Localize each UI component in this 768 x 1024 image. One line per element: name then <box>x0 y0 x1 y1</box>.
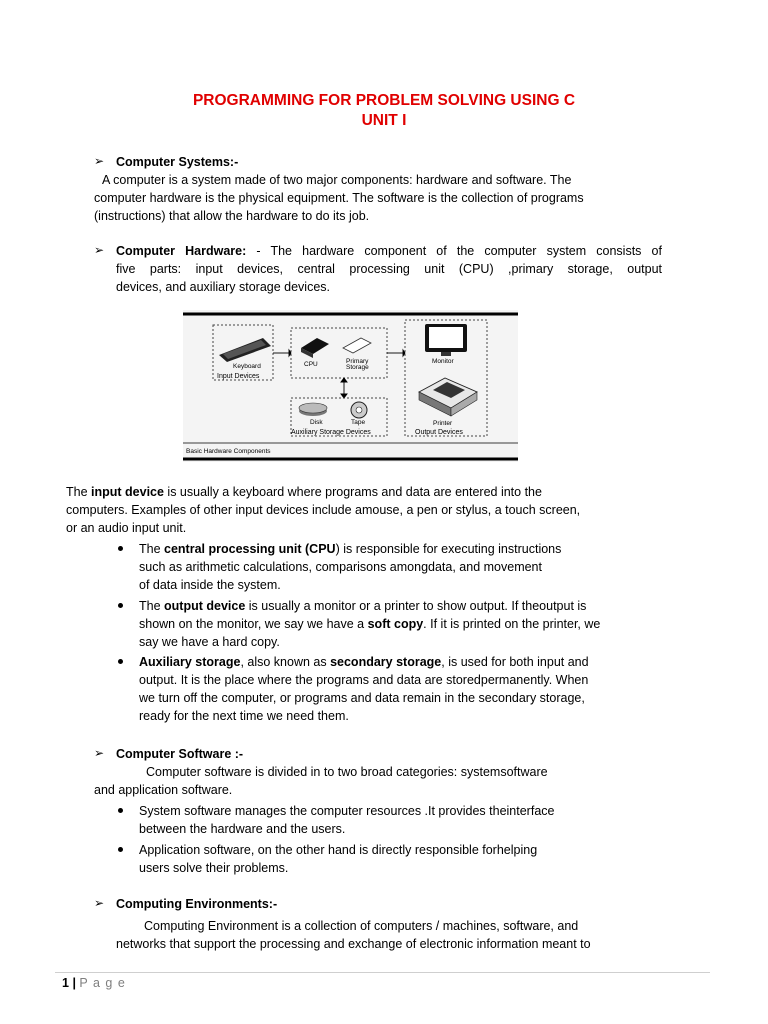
cpu-line-1 <box>139 540 561 558</box>
arrow-bullet-icon: ➢ <box>94 896 105 910</box>
hardware-line-1-rest: - The hardware component of the computer system consists of <box>246 244 662 258</box>
input-line-2: computers. Examples of other input devices include amouse, a pen or stylus, a touch screen, <box>66 503 581 517</box>
arrow-bullet-icon: ➢ <box>94 746 105 760</box>
cpu-line-1-c: ) is responsible for executing instructions <box>335 542 562 556</box>
monitor-icon <box>425 324 467 356</box>
storage-label: Storage <box>346 364 369 371</box>
tape-label: Tape <box>351 419 366 426</box>
output-line-2-c: . If it is printed on the printer, we <box>423 617 601 631</box>
systems-line-2: computer hardware is the physical equipment. The software is the collection of programs <box>94 191 584 205</box>
diagram-caption: Basic Hardware Components <box>186 448 271 455</box>
software-line-1: Computer software is divided in to two broad categories: systemsoftware <box>146 765 548 779</box>
input-line-1-c: is usually a keyboard where programs and data are entered into the <box>163 485 542 499</box>
environments-line-1: Computing Environment is a collection of computers / machines, software, and <box>144 919 579 933</box>
cpu-line-2: such as arithmetic calculations, comparisons amongdata, and movement <box>139 560 542 574</box>
aux-line-1 <box>139 653 589 671</box>
output-line-3: say we have a hard copy. <box>139 635 280 649</box>
input-line-1-a: The <box>66 485 92 499</box>
keyboard-label: Keyboard <box>233 363 261 370</box>
auxiliary-label: Auxiliary Storage Devices <box>291 429 371 436</box>
system-software-line-1: System software manages the computer resources .It provides theinterface <box>139 804 555 818</box>
primary-label: Primary <box>346 358 369 365</box>
footer-rule <box>55 972 710 973</box>
page-title: PROGRAMMING FOR PROBLEM SOLVING USING C <box>192 92 576 109</box>
output-line-1-a: The <box>139 599 165 613</box>
input-device-term: input device <box>91 485 164 499</box>
hardware-line-3: devices, and auxiliary storage devices. <box>116 280 331 294</box>
software-line-2: and application software. <box>94 783 233 797</box>
output-line-2-a: shown on the monitor, we say we have a <box>139 617 368 631</box>
input-line-3: or an audio input unit. <box>66 521 187 535</box>
bullet-icon <box>118 847 123 852</box>
cpu-line-3: of data inside the system. <box>139 578 281 592</box>
cpu-term: central processing unit (CPU <box>164 542 336 556</box>
bullet-icon <box>118 808 123 813</box>
output-line-2 <box>139 615 600 633</box>
disk-label: Disk <box>310 419 323 426</box>
arrow-bullet-icon: ➢ <box>94 154 105 168</box>
diagram-background <box>183 310 518 462</box>
hardware-line-1 <box>116 242 662 260</box>
page-footer <box>62 974 126 992</box>
input-devices-label: Input Devices <box>217 373 260 380</box>
disk-icon <box>299 403 327 416</box>
hardware-heading: Computer Hardware: <box>116 244 247 258</box>
application-software-line-1: Application software, on the other hand is directly responsible forhelping <box>139 843 538 857</box>
printer-label: Printer <box>433 420 453 427</box>
hardware-line-2: five parts: input devices, central processing unit (CPU) ,primary storage, output <box>116 262 662 276</box>
aux-line-1-b: , also known as <box>240 655 331 669</box>
system-software-line-2: between the hardware and the users. <box>139 822 346 836</box>
monitor-label: Monitor <box>432 358 454 365</box>
arrow-bullet-icon: ➢ <box>94 243 105 257</box>
unit-title: UNIT I <box>361 112 407 129</box>
output-line-1 <box>139 597 586 615</box>
application-software-line-2: users solve their problems. <box>139 861 289 875</box>
systems-heading: Computer Systems:- <box>116 155 239 169</box>
output-line-1-c: is usually a monitor or a printer to show output. If theoutput is <box>245 599 587 613</box>
aux-line-2: output. It is the place where the programs and data are storedpermanently. When <box>139 673 589 687</box>
environments-heading: Computing Environments:- <box>116 897 278 911</box>
bullet-icon <box>118 603 123 608</box>
secondary-storage-term: secondary storage <box>330 655 442 669</box>
aux-line-4: ready for the next time we need them. <box>139 709 349 723</box>
systems-line-3: (instructions) that allow the hardware to do its job. <box>94 209 370 223</box>
cpu-label: CPU <box>304 361 318 368</box>
auxiliary-storage-term: Auxiliary storage <box>139 655 241 669</box>
input-line-1 <box>66 483 542 501</box>
environments-line-2: networks that support the processing and exchange of electronic information meant to <box>116 937 591 951</box>
bullet-icon <box>118 659 123 664</box>
software-heading: Computer Software :- <box>116 747 244 761</box>
output-device-term: output device <box>164 599 246 613</box>
aux-line-3: we turn off the computer, or programs and data remain in the secondary storage, <box>139 691 585 705</box>
page-number: 1 <box>62 976 69 990</box>
page-label: P a g e <box>79 976 126 990</box>
cpu-line-1-a: The <box>139 542 165 556</box>
bullet-icon <box>118 546 123 551</box>
page-separator: | <box>72 976 76 990</box>
output-devices-label: Output Devices <box>415 429 463 436</box>
hardware-diagram <box>183 310 518 462</box>
soft-copy-term: soft copy <box>367 617 424 631</box>
tape-icon <box>351 402 367 418</box>
systems-line-1: A computer is a system made of two major components: hardware and software. The <box>102 173 572 187</box>
aux-line-1-d: , is used for both input and <box>441 655 589 669</box>
